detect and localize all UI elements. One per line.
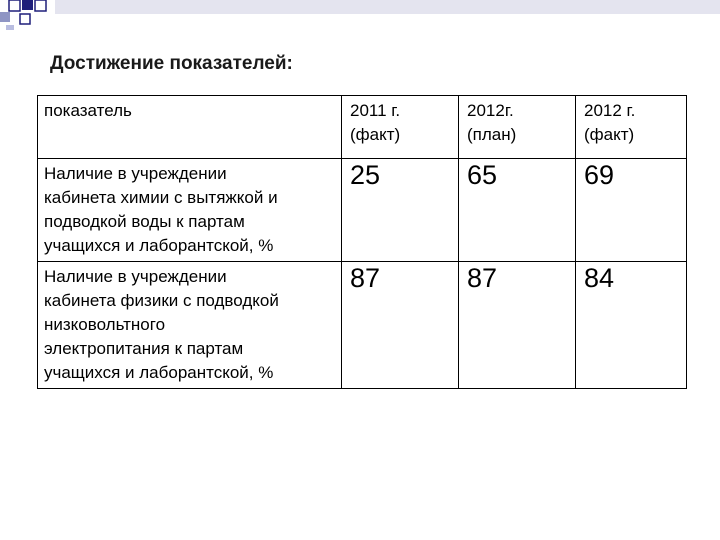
decor-square [20, 14, 30, 24]
row-label-line: кабинета химии с вытяжкой и [44, 188, 278, 207]
header-2012-plan [459, 96, 576, 159]
decor-square [35, 0, 46, 11]
value-2011-fact: 87 [342, 262, 459, 389]
value-2012-fact: 69 [576, 159, 687, 262]
row-label-physics [38, 262, 342, 389]
page-title: Достижение показателей: [50, 53, 293, 74]
table-row [38, 159, 687, 262]
value-2012-plan: 65 [459, 159, 576, 262]
value-2012-plan: 87 [459, 262, 576, 389]
indicators-table [37, 95, 687, 389]
header-kind: (факт) [584, 125, 635, 144]
decorative-squares [0, 0, 720, 30]
decor-square [0, 12, 10, 22]
header-year: 2011 г. [350, 101, 401, 120]
value-2011-fact: 25 [342, 159, 459, 262]
table-header-row [38, 96, 687, 159]
row-label-line: Наличие в учреждении [44, 164, 227, 183]
header-2012-fact [576, 96, 687, 159]
decor-square [22, 0, 33, 10]
row-label-line: учащихся и лаборантской, % [44, 363, 274, 382]
header-kind: (план) [467, 125, 517, 144]
decor-stripe [55, 0, 720, 14]
row-label-line: низковольтного [44, 315, 166, 334]
row-label-line: подводкой воды к партам [44, 212, 245, 231]
row-label-line: Наличие в учреждении [44, 267, 227, 286]
header-year: 2012 г. [584, 101, 636, 120]
table-row [38, 262, 687, 389]
value-2012-fact: 84 [576, 262, 687, 389]
header-indicator-text: показатель [44, 101, 132, 120]
row-label-line: электропитания к партам [44, 339, 244, 358]
decor-square [6, 25, 14, 30]
header-2011-fact [342, 96, 459, 159]
row-label-chemistry [38, 159, 342, 262]
row-label-line: кабинета физики с подводкой [44, 291, 279, 310]
header-kind: (факт) [350, 125, 401, 144]
header-year: 2012г. [467, 101, 514, 120]
row-label-line: учащихся и лаборантской, % [44, 236, 274, 255]
decor-square [9, 0, 20, 11]
header-indicator [38, 96, 342, 159]
